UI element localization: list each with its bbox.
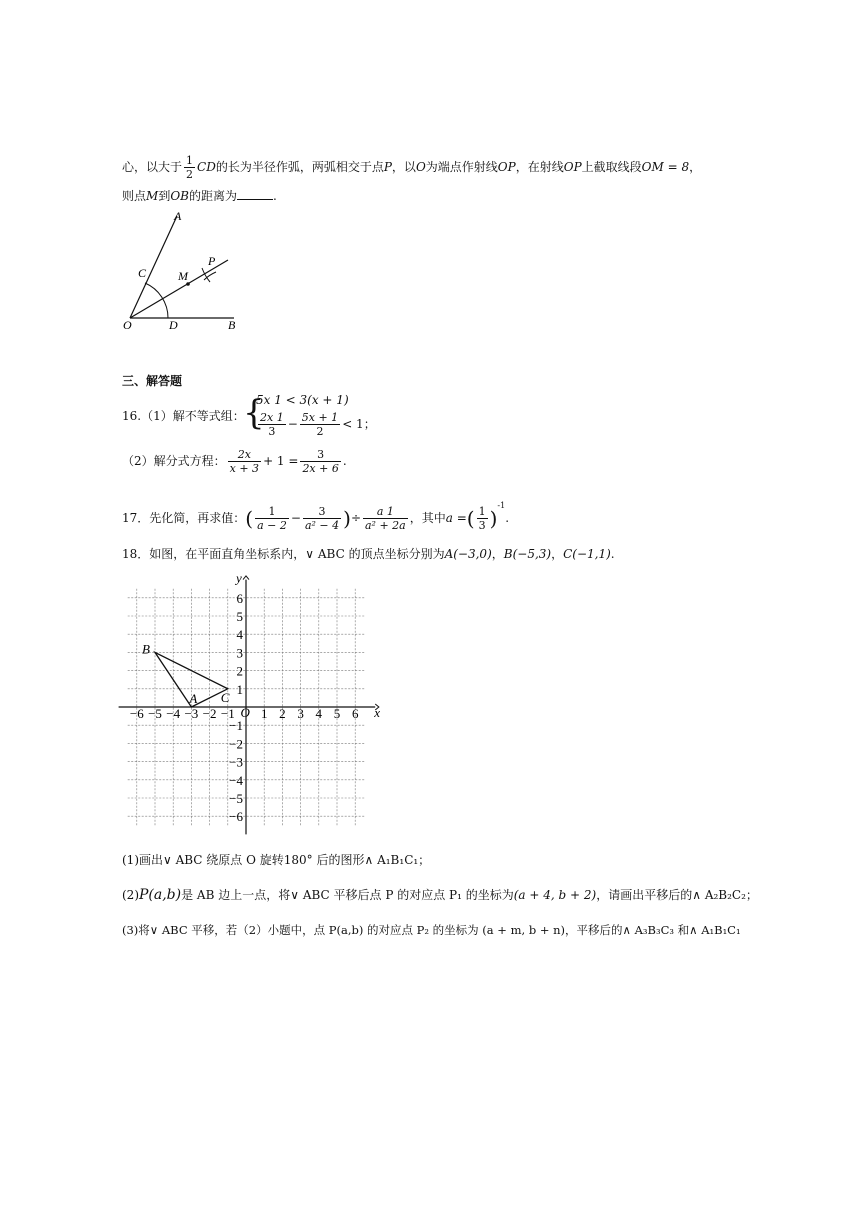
q17-frac-3 <box>363 505 408 532</box>
q15-math: CD <box>197 160 216 174</box>
paren-close: ) <box>343 506 351 531</box>
q17-frac-4 <box>477 505 488 532</box>
q18-end: . <box>610 547 615 561</box>
q17-frac-1 <box>255 505 289 532</box>
q16-part2 <box>122 448 347 475</box>
q16-end: ； <box>363 417 376 431</box>
coordinate-grid <box>118 575 383 840</box>
x-tick-label: −6 <box>129 705 144 721</box>
origin-label: O <box>240 705 250 721</box>
x-tick-label: −4 <box>166 705 181 721</box>
frac-num: 3 <box>300 448 340 462</box>
y-tick-label: −2 <box>229 736 243 752</box>
q18-intro <box>122 546 615 562</box>
x-tick-label: 4 <box>315 705 323 721</box>
frac-num: 1 <box>186 154 194 167</box>
y-tick-label: 5 <box>236 609 243 624</box>
frac-num: 2x 1 <box>260 411 284 424</box>
q15-text: 上截取线段 <box>581 160 642 174</box>
q16-eq-frac-a <box>228 448 261 475</box>
y-tick-label: 4 <box>236 627 243 643</box>
y-tick-label: 1 <box>236 681 243 697</box>
y-axis-arrow <box>243 576 249 580</box>
q16-ineq-2 <box>256 411 376 438</box>
frac-den: a − 2 <box>257 519 287 532</box>
q16-frac-a <box>258 411 286 438</box>
q17-end: . <box>505 511 510 525</box>
frac-num: 1 <box>255 505 289 519</box>
sep: ， <box>491 547 504 561</box>
label-M: M <box>178 269 188 283</box>
x-tick-label: −1 <box>220 705 235 721</box>
q15-text: 到 <box>158 189 171 203</box>
q18-sub2-tail: ，请画出平移后的∧ A₂B₂C₂； <box>596 888 758 902</box>
y-tick-label: −4 <box>229 772 243 788</box>
angle-bisector-figure <box>118 208 248 334</box>
frac-den: 2 <box>186 168 194 181</box>
q16-end: . <box>342 454 347 468</box>
paren-close: ) <box>489 506 498 531</box>
frac-den: 2x + 6 <box>302 462 339 475</box>
q15-text: ，以 <box>391 160 416 174</box>
frac-num: 2x <box>228 448 261 462</box>
q16-part1-label: 16.（1）解不等式组： <box>122 409 245 423</box>
x-axis-label: x <box>374 705 381 721</box>
frac-den: 3 <box>478 519 486 532</box>
q17-where: ，其中 <box>409 511 446 525</box>
q17-exponent: -1 <box>497 501 506 510</box>
x-tick-label: 5 <box>333 705 341 721</box>
x-tick-label: −3 <box>184 705 199 721</box>
q15-math: OP <box>497 160 516 174</box>
q15-text: 则点 <box>122 189 147 203</box>
op-lt: < 1 <box>342 417 364 431</box>
vertex-label-A: A <box>189 691 198 706</box>
q15-line-1 <box>122 154 701 181</box>
q18-sub2 <box>122 887 758 903</box>
y-tick-label: −3 <box>229 754 243 770</box>
op-eq: + 1 = <box>263 454 299 468</box>
label-O: O <box>123 318 132 332</box>
answer-blank <box>237 188 273 200</box>
q15-math: OP <box>563 160 582 174</box>
q15-text: . <box>273 189 277 203</box>
label-P: P <box>208 254 216 268</box>
q18-sub2-num: (2) <box>122 888 139 902</box>
vertex-label-B: B <box>142 641 150 657</box>
x-tick-label: 6 <box>351 705 359 721</box>
q15-text: ， <box>689 160 702 174</box>
sep: ， <box>551 547 564 561</box>
x-tick-label: 1 <box>260 705 268 721</box>
frac-den: 2 <box>316 425 324 438</box>
q15-text: 的距离为 <box>188 189 237 203</box>
y-axis-label: y <box>235 575 242 586</box>
op-minus: − <box>290 511 301 525</box>
frac-num: 3 <box>303 505 341 519</box>
paren-open: ( <box>466 506 475 531</box>
q17-frac-2 <box>303 505 341 532</box>
q16-frac-b <box>300 411 340 438</box>
frac-den: x + 3 <box>229 462 260 475</box>
point-P1-coords: (a + 4, b + 2) <box>513 888 597 902</box>
point-P-notation: P(a,b) <box>139 887 182 903</box>
axes <box>119 575 381 834</box>
q15-line-2 <box>122 188 277 204</box>
q15-math: OM = 8 <box>641 160 690 174</box>
frac-den: a² + 2a <box>365 519 406 532</box>
label-C: C <box>138 266 147 280</box>
section-heading: 三、解答题 <box>122 374 183 388</box>
y-tick-label: 2 <box>236 663 243 679</box>
y-tick-label: −1 <box>229 718 243 734</box>
q16-eq-frac-b <box>300 448 340 475</box>
q15-math: M <box>146 189 159 203</box>
coord-C: C(−1,1) <box>563 547 611 561</box>
q15-math: O <box>415 160 426 174</box>
fraction-half <box>184 154 195 181</box>
q18-sub3: (3)将∨ ABC 平移，若（2）小题中，点 P(a,b) 的对应点 P₂ 的坐标为 (a + m, b + n)，平移后的∧ A₃B₃C₃ 和∧ A₁B₁C₁ <box>122 923 741 937</box>
q18-intro-text: 18．如图，在平面直角坐标系内，∨ ABC 的顶点坐标分别为 <box>122 547 445 561</box>
q15-math: P <box>383 160 392 174</box>
frac-num: a 1 <box>363 505 408 519</box>
frac-num: 5x + 1 <box>301 411 339 424</box>
x-tick-label: 3 <box>297 705 304 721</box>
q15-text: ，在射线 <box>515 160 564 174</box>
q17-a-eq: a = <box>445 511 467 525</box>
y-tick-label: −6 <box>229 809 243 825</box>
q17 <box>122 498 509 532</box>
label-B: B <box>228 318 236 332</box>
op-div: ÷ <box>350 511 361 525</box>
q15-text: 为端点作射线 <box>425 160 498 174</box>
q18-sub1: (1)画出∨ ABC 绕原点 O 旋转180° 后的图形∧ A₁B₁C₁； <box>122 853 431 867</box>
coord-A: A(−3,0) <box>444 547 492 561</box>
paren-open: ( <box>245 506 254 531</box>
system-brace: { <box>243 393 265 433</box>
frac-den: 3 <box>268 425 276 438</box>
x-tick-label: −5 <box>148 705 162 721</box>
q15-math: OB <box>170 189 189 203</box>
y-tick-label: −5 <box>229 791 243 806</box>
q16-ineq-1: 5x 1 < 3(x + 1) <box>256 393 349 407</box>
label-A: A <box>174 209 182 223</box>
q18-sub2-text: 是 AB 边上一点，将∨ ABC 平移后点 P 的对应点 P₁ 的坐标为 <box>181 888 514 902</box>
q16-part2-label: （2）解分式方程： <box>122 454 226 468</box>
vertex-label-C: C <box>220 689 230 705</box>
frac-num: 1 <box>478 505 486 518</box>
y-tick-label: 3 <box>236 645 243 661</box>
q17-label: 17．先化简，再求值： <box>122 511 246 525</box>
x-tick-label: 2 <box>279 705 286 721</box>
q15-text: 的长为半径作弧，两弧相交于点 <box>215 160 384 174</box>
x-tick-label: −2 <box>202 705 217 721</box>
label-D: D <box>169 318 178 332</box>
arc-CD <box>145 283 168 318</box>
frac-den: a² − 4 <box>304 519 340 532</box>
op-minus: − <box>287 417 298 431</box>
y-tick-label: 6 <box>236 590 243 606</box>
coord-B: B(−5,3) <box>503 547 552 561</box>
q15-text: 心，以大于 <box>122 160 183 174</box>
